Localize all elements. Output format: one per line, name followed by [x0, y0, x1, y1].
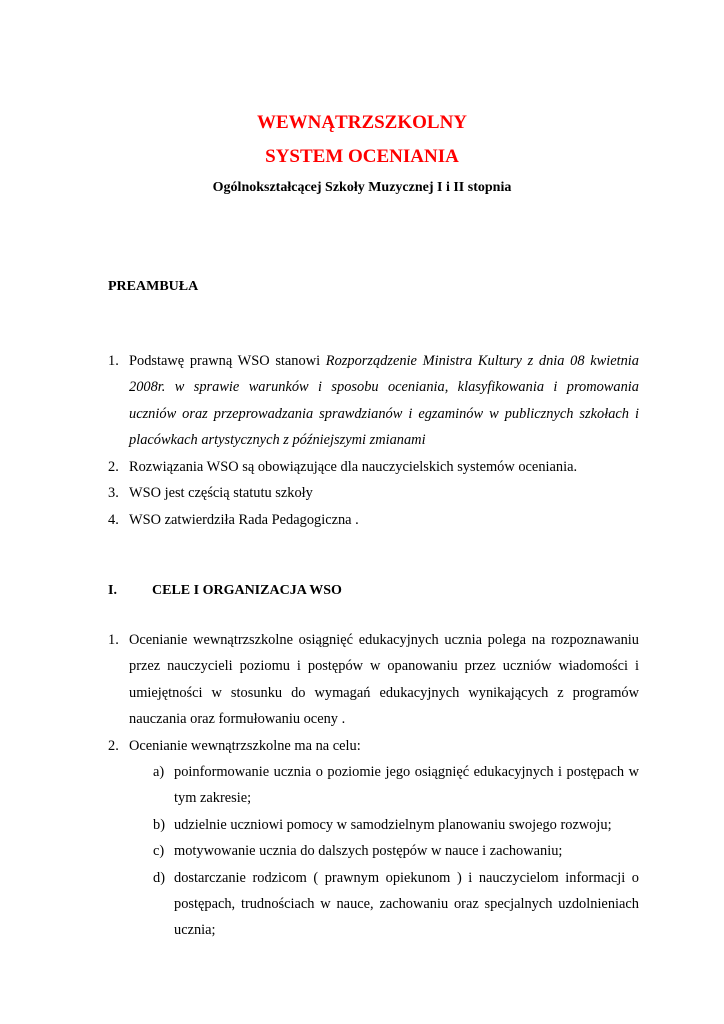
section-1-heading: CELE I ORGANIZACJA WSO [152, 583, 342, 598]
sub-item-b-line1: udzielnie uczniowi pomocy w samodzielnym planowaniu swojego rozwoju; [174, 817, 612, 833]
preamble-item-1-line3 [129, 401, 639, 428]
document-title-line1: WEWNĄTRZSZKOLNY [256, 112, 468, 133]
document-subtitle: Ogólnokształcącej Szkoły Muzycznej I i II stopnia [212, 180, 512, 195]
document-title-line2: SYSTEM OCENIANIA [265, 146, 459, 167]
section-1-num: I. [108, 583, 117, 598]
section-1-item-1-line2: przez nauczycieli poziomu i postępów w opanowaniu przez uczniów wiadomości i [129, 658, 639, 674]
preamble-item-1-line2 [129, 374, 639, 401]
preamble-item-1-ital2: 2008r. w sprawie warunków i sposobu oceniania, klasyfikowania i promowania [129, 379, 639, 395]
preamble-item-1-line4 [129, 427, 639, 454]
sub-item-d-line2: postępach, trudnościach w nauce, zachowaniu oraz specjalnych uzdolnieniach [174, 896, 639, 912]
section-1-item-1-line3: umiejętności w stosunku do wymagań edukacyjnych wynikających z programów [129, 685, 639, 701]
preamble-item-4-num: 4. [108, 512, 119, 528]
preamble-heading: PREAMBUŁA [108, 279, 199, 294]
section-1-item-2-text: Ocenianie wewnątrzszkolne ma na celu: [129, 738, 361, 754]
sub-item-a-line2: tym zakresie; [174, 790, 252, 806]
preamble-item-1-ital3: uczniów oraz przeprowadzania sprawdzianów i egzaminów w publicznych szkołach i [129, 406, 639, 422]
preamble-item-1-ital4: placówkach artystycznych z późniejszymi zmianami [129, 432, 426, 448]
sub-item-c-letter: c) [153, 843, 165, 859]
preamble-item-1-lead: Podstawę prawną WSO stanowi [129, 353, 326, 369]
section-1-item-1-line1: Ocenianie wewnątrzszkolne osiągnięć edukacyjnych ucznia polega na rozpoznawaniu [129, 632, 639, 648]
sub-item-d-letter: d) [153, 870, 165, 886]
sub-item-b-letter: b) [153, 817, 165, 833]
section-1-item-2-num: 2. [108, 738, 119, 754]
preamble-item-1-line1 [129, 348, 639, 375]
preamble-item-2-num: 2. [108, 459, 119, 475]
preamble-item-1-num: 1. [108, 353, 119, 369]
sub-item-a-letter: a) [153, 764, 165, 780]
section-1-item-1-line4: nauczania oraz formułowaniu oceny . [129, 711, 346, 727]
preamble-item-1-ital1: Rozporządzenie Ministra Kultury z dnia 08 kwietnia [325, 353, 639, 369]
preamble-item-3-num: 3. [108, 485, 119, 501]
preamble-item-2-text: Rozwiązania WSO są obowiązujące dla nauczycielskich systemów oceniania. [129, 459, 578, 475]
sub-item-c-line1: motywowanie ucznia do dalszych postępów w nauce i zachowaniu; [174, 843, 563, 859]
preamble-item-3-text: WSO jest częścią statutu szkoły [129, 485, 313, 501]
sub-item-a-line1: poinformowanie ucznia o poziomie jego osiągnięć edukacyjnych i postępach w [174, 764, 639, 780]
sub-item-d-line1: dostarczanie rodzicom ( prawnym opiekunom ) i nauczycielom informacji o [174, 870, 639, 886]
preamble-item-4-text: WSO zatwierdziła Rada Pedagogiczna . [129, 512, 359, 528]
sub-item-d-line3: ucznia; [174, 922, 216, 938]
section-1-item-1-num: 1. [108, 632, 119, 648]
